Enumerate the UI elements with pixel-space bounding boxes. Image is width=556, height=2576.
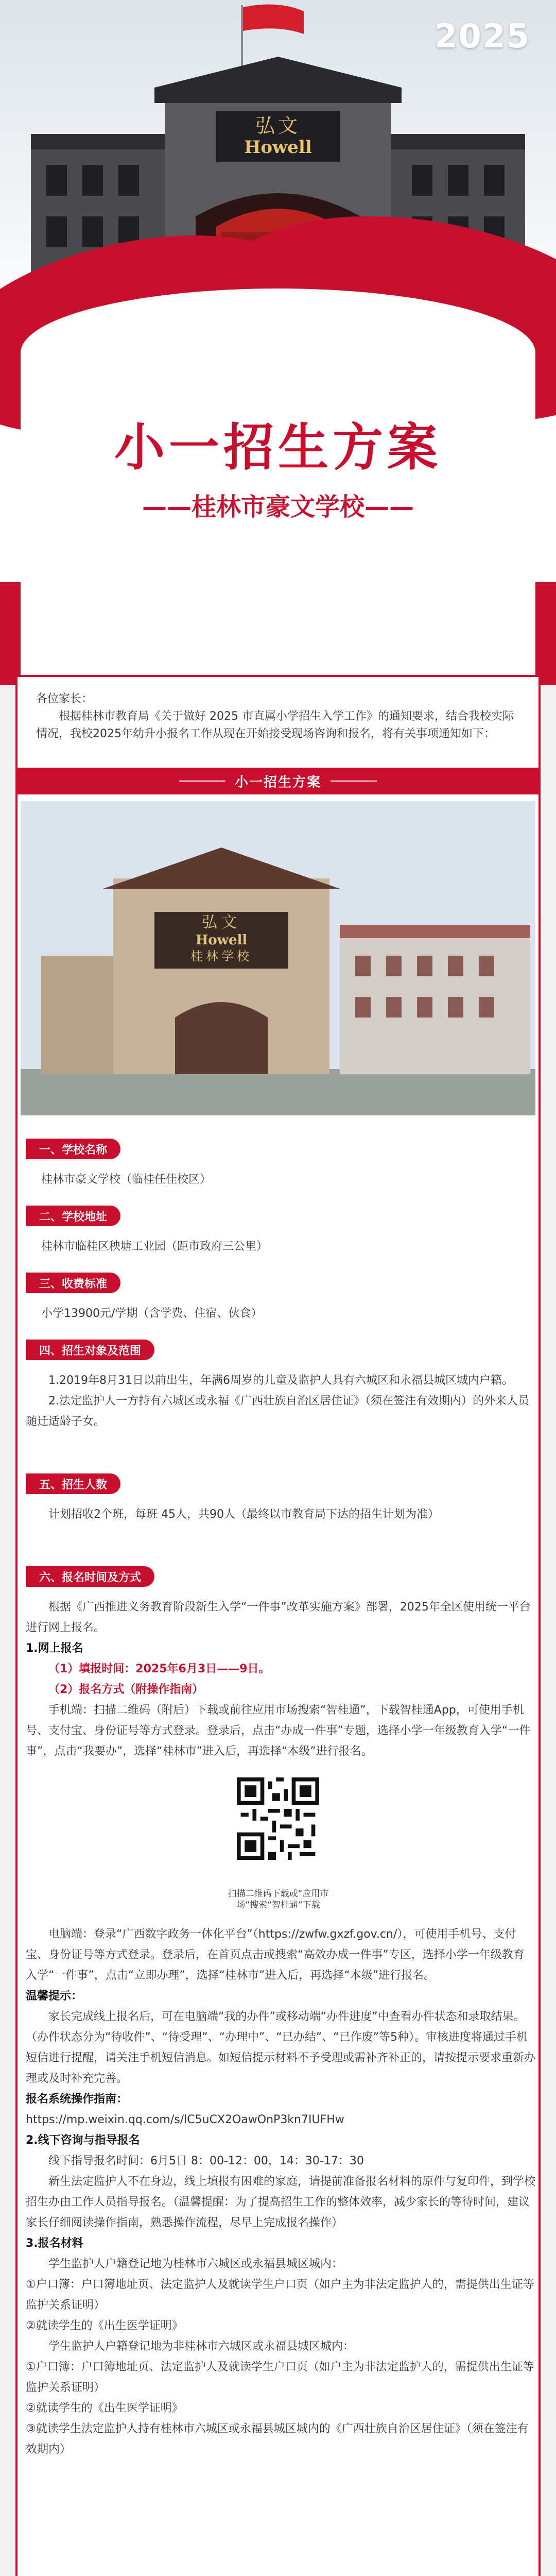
guide-link[interactable]: https://mp.weixin.qq.com/s/lC5uCX2OawOnP3kn7IUFHw — [26, 2113, 344, 2126]
building-sign — [154, 913, 288, 964]
section-2-heading: 二、学校地址 — [26, 1206, 120, 1226]
school-name: 桂林市豪文学校（临桂任佳校区） — [41, 1173, 212, 1186]
section-3-heading: 三、收费标准 — [26, 1273, 120, 1293]
registration-intro: 根据《广西推进义务教育阶段新生入学“一件事”改革实施方案》部署，2025年全区使用统一平台进行网上报名。 — [26, 1601, 531, 1634]
offline-detail: 新生法定监护人不在身边，线上填报有困难的家庭，请提前准备报名材料的原件与复印件，到学校招生办由工作人员指导报名。（温馨提醒：为了提高招生工作的整体效率，减少家长的等待时间，建议家长仔细阅读操作指南，熟悉操作流程，尽早上完成报名操作） — [26, 2175, 536, 2229]
section-band — [15, 768, 541, 794]
building-sign-english: Howell — [195, 933, 248, 948]
section-6-body-continued — [26, 1924, 535, 2460]
section-5-heading: 五、招生人数 — [26, 1473, 120, 1494]
section-2-body — [41, 1236, 551, 1257]
fee-standard: 小学13900元/学期（含学费、住宿、伙食） — [41, 1307, 263, 1320]
section-6-body — [26, 1597, 535, 1762]
section-6-heading: 六、报名时间及方式 — [26, 1566, 154, 1587]
gate-sign — [221, 114, 335, 158]
band-line-right — [331, 781, 377, 782]
building-sign-top: 弘文 — [202, 913, 241, 931]
materials-title: 3.报名材料 — [26, 2237, 83, 2250]
materials-outside-item: ①户口簿：户口簿地址页、法定监护人及就读学生户口页（如户主为非法定监护人的，需提供出生证等监护关系证明） — [26, 2361, 534, 2394]
section-5-body — [26, 1504, 535, 1525]
materials-outside-item: ②就读学生的《出生医学证明》 — [26, 2402, 183, 2415]
gate-sign-english: Howell — [244, 137, 312, 158]
guide-title: 报名系统操作指南： — [26, 2093, 128, 2106]
materials-local-item: ①户口簿：户口簿地址页、法定监护人及就读学生户口页（如户主为非法定监护人的，需提供出生证等监护关系证明） — [26, 2278, 534, 2312]
materials-outside-intro: 学生监护人户籍登记地为非桂林市六城区或永福县城区城内： — [48, 2340, 355, 2353]
offline-time: 线下指导报名时间：6月5日 8：00-12：00，14：30-17：30 — [48, 2155, 364, 2167]
section-4-body — [26, 1370, 535, 1432]
qr-code-icon — [237, 1777, 319, 1860]
pc-instructions: 电脑端：登录“广西数字政务一体化平台”（https://zwfw.gxzf.gov.cn/），可使用手机号、支付宝、身份证号等方式登录。登录后，在首页点击或搜索“高效办成一件事”专区，选择小学一年级教育入学“一件事”，点击“立即办理”，选择“桂林市”进入后，再选择“本级”进行报名。 — [26, 1928, 525, 1982]
qr-code — [237, 1777, 319, 1891]
enroll-quota: 计划招收2个班，每班 45人，共90人（最终以市教育局下达的招生计划为准） — [48, 1508, 439, 1521]
qr-caption: 扫描二维码下载或“应用市场”搜索“智桂通”下载 — [228, 1889, 329, 1910]
mobile-instructions: 手机端：扫描二维码（附后）下载或前往应用市场搜索“智桂通”，下载智桂通App，可使用手机号、支付宝、身份证号等方式登录。登录后，点击“办成一件事”专题，选择小学一年级教育入学“一件事”，点击“我要办”，选择“桂林市”进入后，再选择“本级”进行报名。 — [26, 1704, 531, 1758]
hero — [0, 0, 556, 685]
section-3-body — [41, 1303, 551, 1324]
intro-body: 根据桂林市教育局《关于做好 2025 市直属小学招生入学工作》的通知要求，结合我校实际情况，我校2025年幼升小报名工作从现在开始接受现场咨询和报名，将有关事项通知如下： — [36, 710, 514, 740]
tip-title: 温馨提示： — [26, 1990, 83, 2003]
materials-local-intro: 学生监护人户籍登记地为桂林市六城区或永福县城区城内： — [48, 2258, 343, 2270]
band-line-left — [179, 781, 225, 782]
offline-title: 2.线下咨询与指导报名 — [26, 2134, 140, 2147]
registration-time: （1）填报时间：2025年6月3日——9日。 — [48, 1663, 270, 1675]
registration-method: （2）报名方式（附操作指南） — [48, 1683, 204, 1696]
materials-outside-item: ③就读学生法定监护人持有桂林市六城区或永福县城区城内的《广西壮族自治区居住证》（须在签注有效期内） — [26, 2422, 529, 2456]
intro-salute: 各位家长： — [36, 692, 93, 705]
building-sign-chinese: 桂林学校 — [190, 949, 252, 963]
section-4-heading: 四、招生对象及范围 — [26, 1340, 154, 1360]
online-registration-title: 1.网上报名 — [26, 1642, 83, 1655]
tip-text: 家长完成线上报名后，可在电脑端“我的办件”或移动端“办件进度”中查看办件状态和录取结果。（办件状态分为“待收件”、“待受理”、“办理中”、“已办结”、“已作废”等5种）。审核进度将通过手机短信进行提醒，请关注手机短信消息。如短信提示材料不予受理或需补齐补正的，请按提示要求重新办理或及时补充完善。 — [26, 2010, 536, 2085]
intro-text — [36, 690, 520, 743]
school-building-photo — [21, 801, 535, 1115]
school-address: 桂林市临桂区秧塘工业园（距市政府三公里） — [41, 1240, 268, 1253]
section-1-body — [41, 1170, 551, 1190]
year-label: 2025 — [434, 18, 530, 56]
materials-local-item: ②就读学生的《出生医学证明》 — [26, 2319, 183, 2332]
gate-sign-chinese: 弘文 — [255, 114, 301, 137]
enroll-target-1: 1.2019年8月31日以前出生，年满6周岁的儿童及监护人具有六城区和永福县城区城内户籍。 — [48, 1374, 513, 1387]
band-title: 小一招生方案 — [234, 774, 321, 790]
enroll-target-2: 2.法定监护人一方持有六城区或永福《广西壮族自治区居住证》（须在签注有效期内）的外来人员随迁适龄子女。 — [26, 1395, 529, 1428]
page-subtitle: ——桂林市豪文学校—— — [142, 493, 414, 521]
section-1-heading: 一、学校名称 — [26, 1139, 120, 1159]
page-title: 小一招生方案 — [114, 418, 442, 477]
